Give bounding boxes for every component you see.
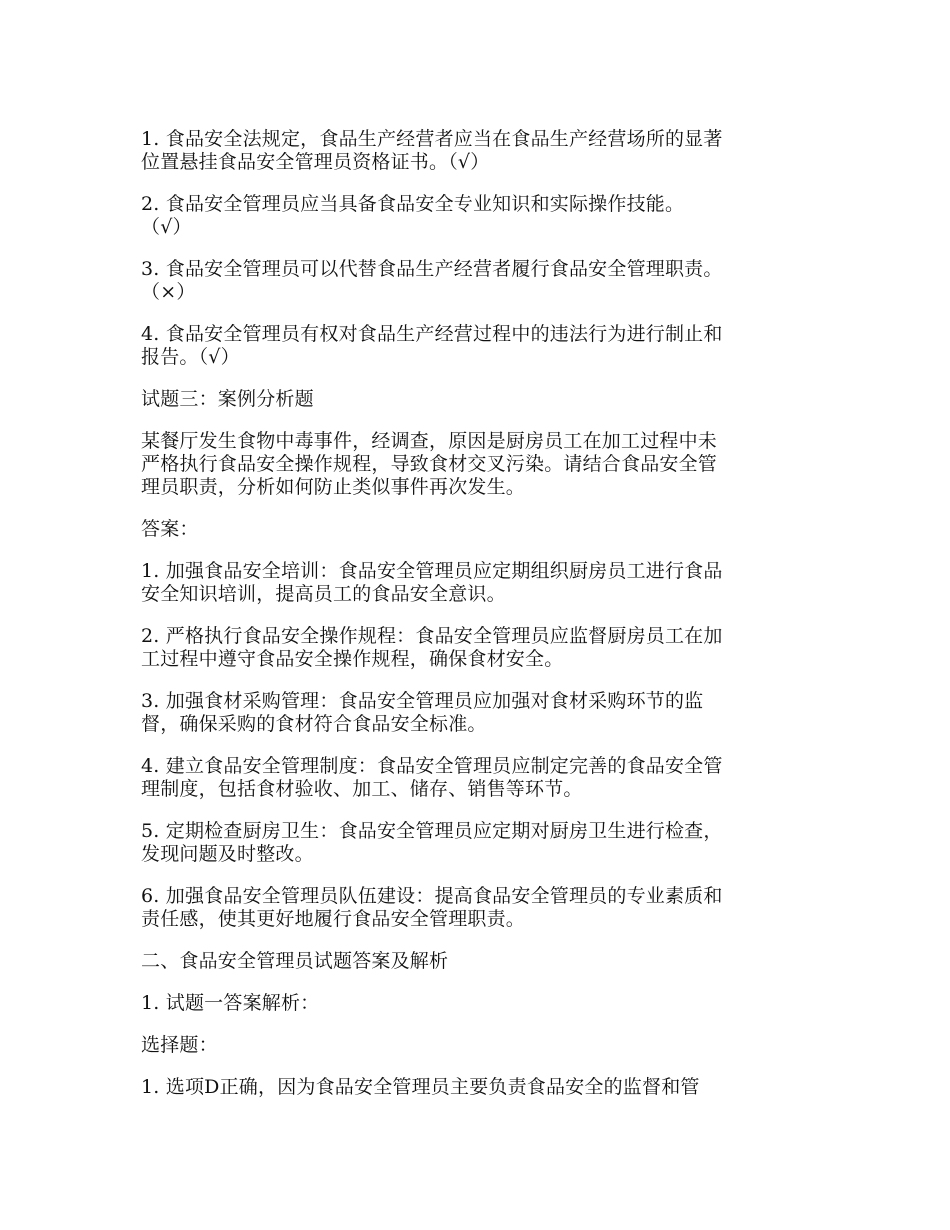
paragraph-line: （×） [141,281,196,303]
paragraph-line: 发现问题及时整改。 [141,843,314,865]
paragraph-line: 1. 加强食品安全培训：食品安全管理员应定期组织厨房员工进行食品 [141,560,723,582]
paragraph-line: 责任感，使其更好地履行食品安全管理职责。 [141,908,526,930]
paragraph-line: 工过程中遵守食品安全操作规程，确保食材安全。 [141,648,564,670]
paragraph [141,950,811,973]
paragraph-line: （√） [141,216,192,238]
paragraph [141,1034,811,1057]
paragraph [141,690,811,736]
paragraph [141,258,811,304]
paragraph [141,388,811,411]
document-body [141,128,811,1118]
paragraph-line: 3. 加强食材采购管理：食品安全管理员应加强对食材采购环节的监 [141,690,704,712]
paragraph-line: 理制度，包括食材验收、加工、储存、销售等环节。 [141,778,583,800]
paragraph-line: 2. 严格执行食品安全操作规程：食品安全管理员应监督厨房员工在加 [141,625,723,647]
paragraph [141,518,811,541]
paragraph-line: 答案： [141,518,199,540]
paragraph-line: 某餐厅发生食物中毒事件，经调查，原因是厨房员工在加工过程中未 [141,430,718,452]
paragraph [141,885,811,931]
paragraph-line: 6. 加强食品安全管理员队伍建设：提高食品安全管理员的专业素质和 [141,885,723,907]
paragraph-line: 1. 食品安全法规定，食品生产经营者应当在食品生产经营场所的显著 [141,128,723,150]
paragraph [141,193,811,239]
paragraph-line: 选择题： [141,1034,218,1056]
paragraph-line: 安全知识培训，提高员工的食品安全意识。 [141,583,506,605]
paragraph [141,625,811,671]
paragraph [141,323,811,369]
paragraph-line: 5. 定期检查厨房卫生：食品安全管理员应定期对厨房卫生进行检查， [141,820,723,842]
paragraph-line: 二、食品安全管理员试题答案及解析 [141,950,449,972]
paragraph-line: 4. 食品安全管理员有权对食品生产经营过程中的违法行为进行制止和 [141,323,723,345]
paragraph [141,820,811,866]
paragraph-line: 位置悬挂食品安全管理员资格证书。（√） [141,151,490,173]
paragraph [141,1076,811,1099]
paragraph [141,128,811,174]
paragraph [141,755,811,801]
paragraph-line: 4. 建立食品安全管理制度：食品安全管理员应制定完善的食品安全管 [141,755,723,777]
paragraph-line: 严格执行食品安全操作规程，导致食材交叉污染。请结合食品安全管 [141,453,718,475]
paragraph [141,560,811,606]
paragraph [141,992,811,1015]
paragraph [141,430,811,499]
paragraph-line: 督，确保采购的食材符合食品安全标准。 [141,713,487,735]
paragraph-line: 1. 选项D正确，因为食品安全管理员主要负责食品安全的监督和管 [141,1076,700,1098]
paragraph-line: 试题三：案例分析题 [141,388,314,410]
paragraph-line: 理员职责，分析如何防止类似事件再次发生。 [141,476,526,498]
paragraph-line: 报告。（√） [141,346,240,368]
paragraph-line: 1. 试题一答案解析： [141,992,320,1014]
paragraph-line: 3. 食品安全管理员可以代替食品生产经营者履行食品安全管理职责。 [141,258,723,280]
paragraph-line: 2. 食品安全管理员应当具备食品安全专业知识和实际操作技能。 [141,193,685,215]
